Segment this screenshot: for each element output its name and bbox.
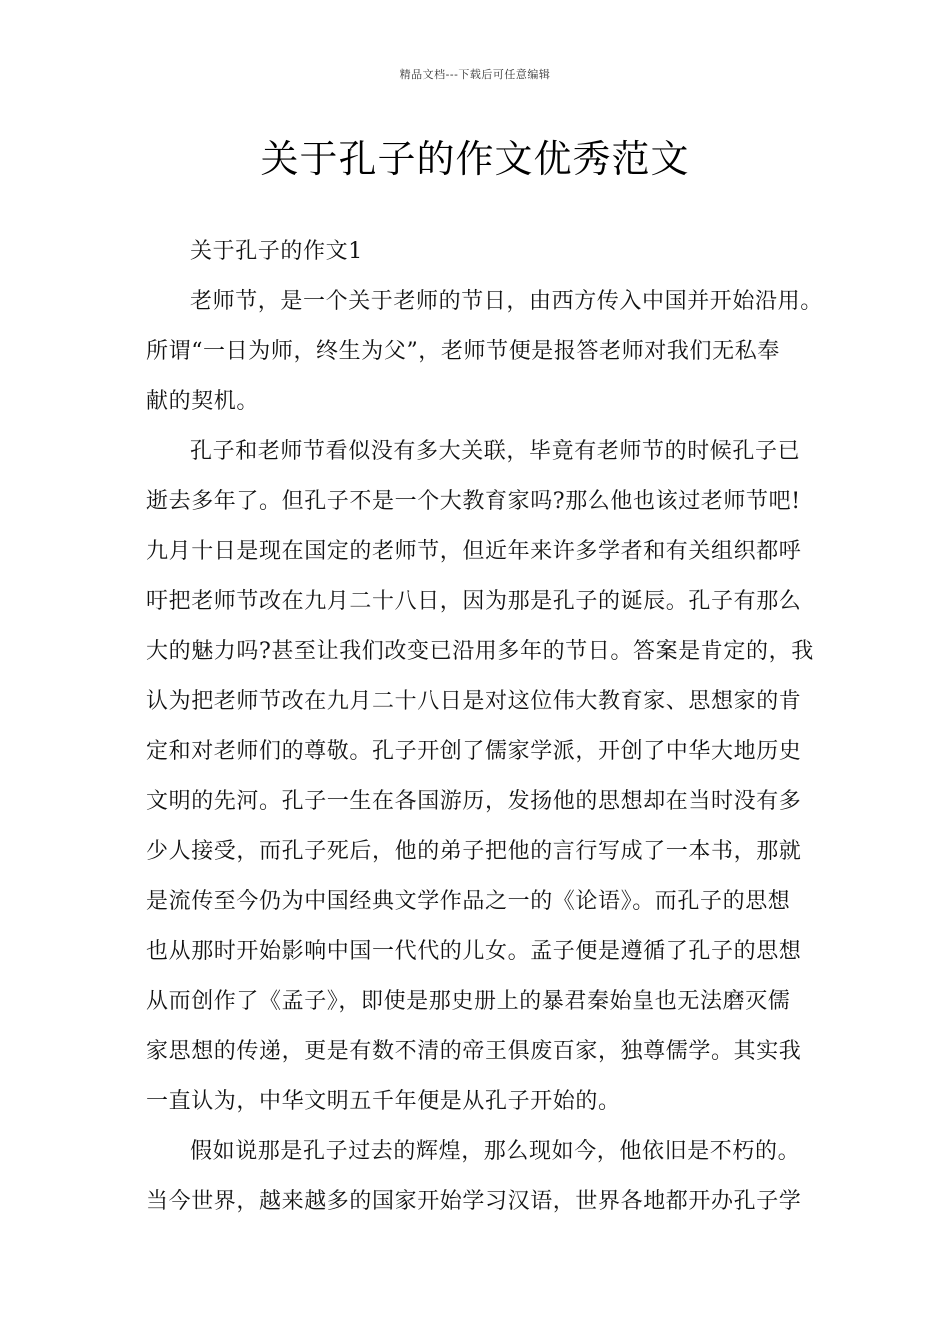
paragraph-line: 老师节，是一个关于老师的节日，由西方传入中国并开始沿用。	[190, 289, 823, 314]
paragraph-line: 一直认为，中华文明五千年便是从孔子开始的。	[146, 1089, 621, 1114]
paragraph-line: 定和对老师们的尊敬。孔子开创了儒家学派，开创了中华大地历史	[146, 739, 802, 764]
paragraph-line: 假如说那是孔子过去的辉煌，那么现如今，他依旧是不朽的。	[190, 1139, 801, 1164]
paragraph-line: 孔子和老师节看似没有多大关联，毕竟有老师节的时候孔子已	[190, 439, 801, 464]
document-body	[146, 232, 823, 1232]
paragraph-line: 吁把老师节改在九月二十八日，因为那是孔子的诞辰。孔子有那么	[146, 589, 802, 614]
document-title: 关于孔子的作文优秀范文	[260, 137, 690, 181]
paragraph-line: 从而创作了《孟子》，即使是那史册上的暴君秦始皇也无法磨灭儒	[146, 989, 791, 1014]
paragraph-line: 逝去多年了。但孔子不是一个大教育家吗?那么他也该过老师节吧!	[146, 489, 801, 514]
paragraph-line: 是流传至今仍为中国经典文学作品之一的《论语》。而孔子的思想	[146, 889, 791, 914]
paragraph-line: 认为把老师节改在九月二十八日是对这位伟大教育家、思想家的肯	[146, 689, 802, 714]
section-heading: 关于孔子的作文1	[190, 239, 363, 264]
paragraph-line: 当今世界，越来越多的国家开始学习汉语，世界各地都开办孔子学	[146, 1189, 802, 1214]
header-note: 精品文档---下载后可任意编辑	[399, 68, 551, 81]
paragraph-line: 少人接受，而孔子死后，他的弟子把他的言行写成了一本书，那就	[146, 839, 802, 864]
paragraph-line: 文明的先河。孔子一生在各国游历，发扬他的思想却在当时没有多	[146, 789, 802, 814]
paragraph-line: 所谓“一日为师，终生为父”，老师节便是报答老师对我们无私奉	[146, 339, 780, 364]
paragraph-line: 家思想的传递，更是有数不清的帝王俱废百家，独尊儒学。其实我	[146, 1039, 802, 1064]
paragraph-line: 大的魅力吗?甚至让我们改变已沿用多年的节日。答案是肯定的，我	[146, 639, 814, 664]
paragraph-line: 九月十日是现在国定的老师节，但近年来许多学者和有关组织都呼	[146, 539, 802, 564]
paragraph-line: 也从那时开始影响中国一代代的儿女。孟子便是遵循了孔子的思想	[146, 939, 802, 964]
paragraph-line: 献的契机。	[146, 389, 260, 414]
